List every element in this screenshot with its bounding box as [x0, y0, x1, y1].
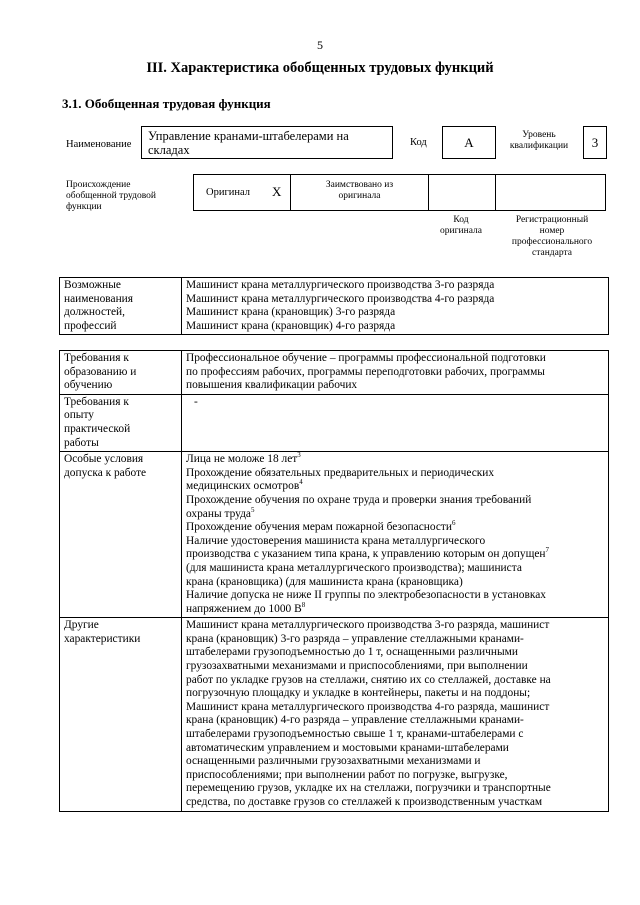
original-mark: X [272, 184, 282, 199]
level-value-box [583, 126, 607, 159]
name-label: Наименование [66, 139, 132, 150]
experience-value: - [182, 394, 609, 451]
subsection-title: 3.1. Обобщенная трудовая функция [62, 96, 271, 111]
code-value-box [442, 126, 496, 159]
position-item: Машинист крана (крановщик) 3-го разряда [186, 306, 396, 319]
name-value-line2: складах [148, 143, 190, 157]
name-value-box [141, 126, 393, 159]
positions-row [60, 278, 609, 335]
other-characteristics-value: Машинист крана металлургического производства 3-го разряда, машинист крана (крановщик) 3-го разряда – управление стеллажными кранами- штабелерами грузоподъемностью до 1 т, оснащенными различными грузозахватными механизмами и приспособлениями, при выполнении работ по укладке грузов на стеллажи, снятию их со стеллажей, доставке на погрузочную площадку и укладке в контейнеры, пакеты и на поддоны; Машинист крана металлургического производства 4-го разряда, машинист крана (крановщик) 4-го разряда – управление стеллажными кранами- штабелерами грузоподъемностью свыше 1 т, кранами-штабелерами с автоматическим управлением и мостовыми кранами-штабелерами оснащенными различными грузозахватными механизмами и приспособлениями; при выполнении работ по погрузке, выгрузке, перемещению грузов, укладке их на стеллажи, погрузчики и транспортные средства, по доставке грузов со стеллажей к производственным участкам [182, 618, 609, 811]
experience-row [60, 394, 609, 451]
special-conditions-row [60, 452, 609, 618]
code-value: A [464, 135, 474, 150]
reg-number-cell [496, 175, 606, 210]
education-row [60, 351, 609, 395]
level-label: Уровень квалификации [509, 130, 569, 151]
code-label: Код [410, 137, 427, 148]
education-value: Профессиональное обучение – программы профессиональной подготовки по профессиям рабочих, программы переподготовки рабочих, программы повышения квалификации рабочих [182, 351, 609, 395]
origin-label: Происхождение обобщенной трудовой функции [66, 180, 156, 212]
borrowed-line1: Заимствовано из [325, 180, 394, 190]
reg-caption: Регистрационный номер профессионального стандарта [511, 215, 593, 258]
borrowed-cell [291, 175, 429, 210]
position-item: Машинист крана металлургического производства 3-го разряда [186, 279, 495, 291]
original-label: Оригинал [206, 187, 250, 198]
section-title: III. Характеристика обобщенных трудовых функций [146, 60, 494, 76]
special-conditions-value: Лица не моложе 18 лет$^3$ Прохождение обязательных предварительных и периодических медицинских осмотров$^4$ Прохождение обучения по охране труда и проверки знания требований охраны труда$^5$ Прохождение обучения мерам пожарной безопасности$^6$ Наличие удостоверения машиниста крана металлургического производства с указанием типа крана, к управлению которым он допущен$^7$ (для машиниста крана металлургического производства); машиниста крана (крановщика) (для машиниста крана (крановщика) Наличие допуска не ниже II группы по электробезопасности в установках напряжением до 1000 $В^8$ [182, 452, 609, 618]
page-number: 5 [317, 38, 323, 52]
education-label: Требования к образованию и обучению [60, 351, 182, 395]
level-value: 3 [591, 135, 599, 150]
positions-table [59, 277, 609, 335]
code-caption: Код оригинала [440, 215, 482, 236]
position-item: Машинист крана (крановщик) 4-го разряда [186, 319, 396, 332]
borrowed-line2: оригинала [338, 191, 381, 201]
name-value-line1: Управление кранами-штабелерами на [148, 129, 349, 143]
positions-values [182, 278, 609, 335]
other-characteristics-row [60, 618, 609, 811]
other-characteristics-label: Другие характеристики [60, 618, 182, 811]
origin-table [193, 174, 606, 211]
position-item: Машинист крана металлургического производства 4-го разряда [186, 292, 495, 305]
positions-label: Возможные наименования должностей, профессий [60, 278, 182, 335]
requirements-table [59, 350, 609, 812]
original-code-cell [429, 175, 496, 210]
original-cell [194, 175, 291, 210]
special-conditions-label: Особые условия допуска к работе [60, 452, 182, 618]
experience-label: Требования к опыту практической работы [60, 394, 182, 451]
